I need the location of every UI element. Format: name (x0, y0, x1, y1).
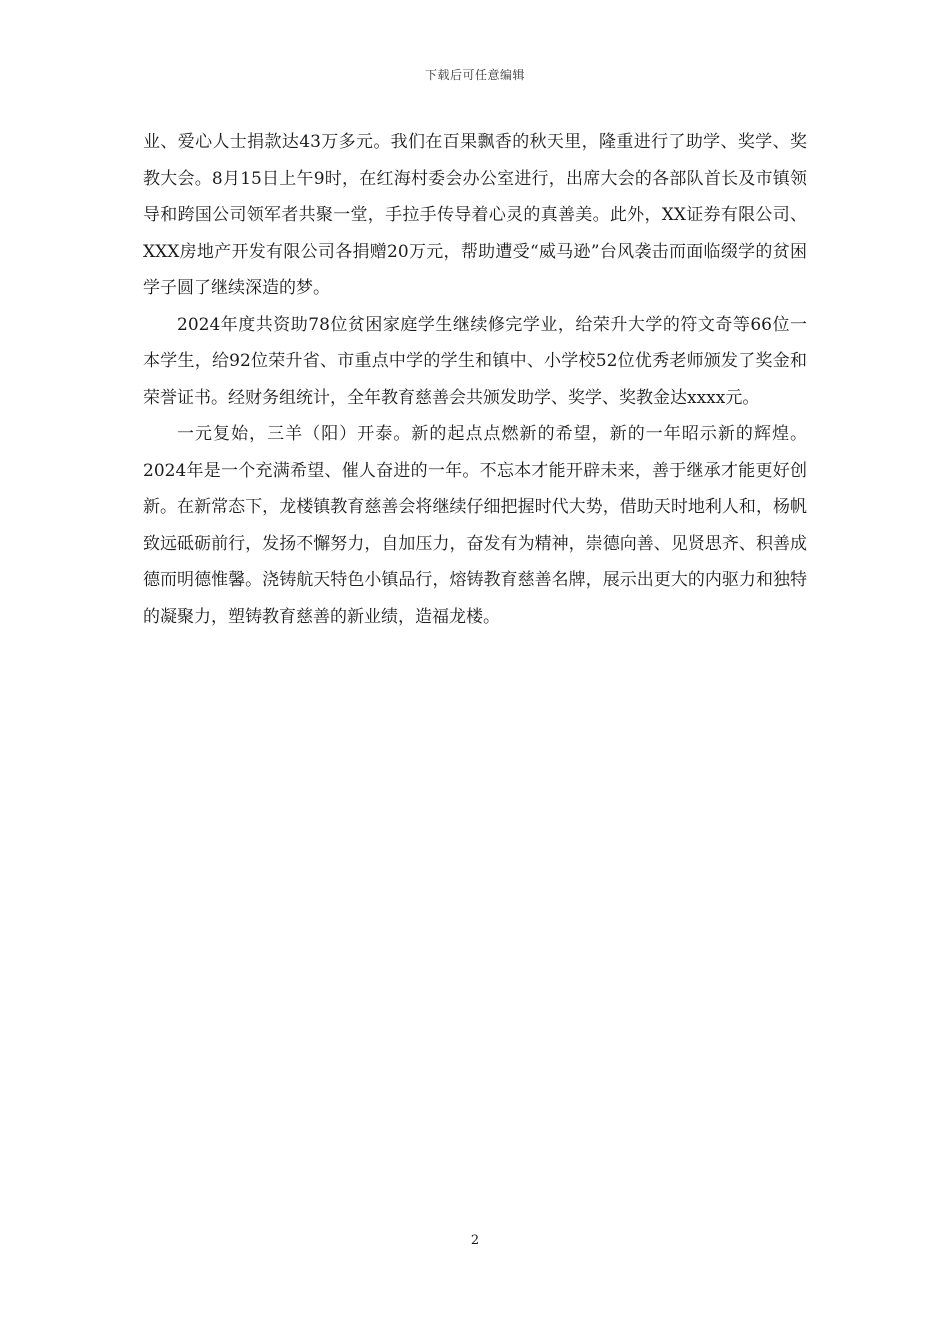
paragraph-3: 一元复始，三羊（阳）开泰。新的起点点燃新的希望，新的一年昭示新的辉煌。2024年是一个充满希望、催人奋进的一年。不忘本才能开辟未来，善于继承才能更好创新。在新常态下，龙楼镇教育慈善会将继续仔细把握时代大势，借助天时地利人和，杨帆致远砥砺前行，发扬不懈努力，自加压力，奋发有为精神，崇德向善、见贤思齐、积善成德而明德惟馨。浇铸航天特色小镇品行，熔铸教育慈善名牌，展示出更大的内驱力和独特的凝聚力，塑铸教育慈善的新业绩，造福龙楼。 (143, 424, 807, 627)
document-body (143, 124, 807, 635)
page-number: 2 (470, 1233, 480, 1248)
page-header: 下载后可任意编辑 (424, 68, 525, 82)
paragraph-1: 业、爱心人士捐款达43万多元。我们在百果飘香的秋天里，隆重进行了助学、奖学、奖教大会。8月15日上午9时，在红海村委会办公室进行，出席大会的各部队首长及市镇领导和跨国公司领军者共聚一堂，手拉手传导着心灵的真善美。此外，XX证券有限公司、XXX房地产开发有限公司各捐赠20万元，帮助遭受“威马逊”台风袭击而面临缀学的贫困学子圆了继续深造的梦。 (143, 132, 807, 298)
paragraph-2: 2024年度共资助78位贫困家庭学生继续修完学业，给荣升大学的符文奇等66位一本学生，给92位荣升省、市重点中学的学生和镇中、小学校52位优秀老师颁发了奖金和荣誉证书。经财务组统计，全年教育慈善会共颁发助学、奖学、奖教金达xxxx元。 (143, 314, 807, 408)
